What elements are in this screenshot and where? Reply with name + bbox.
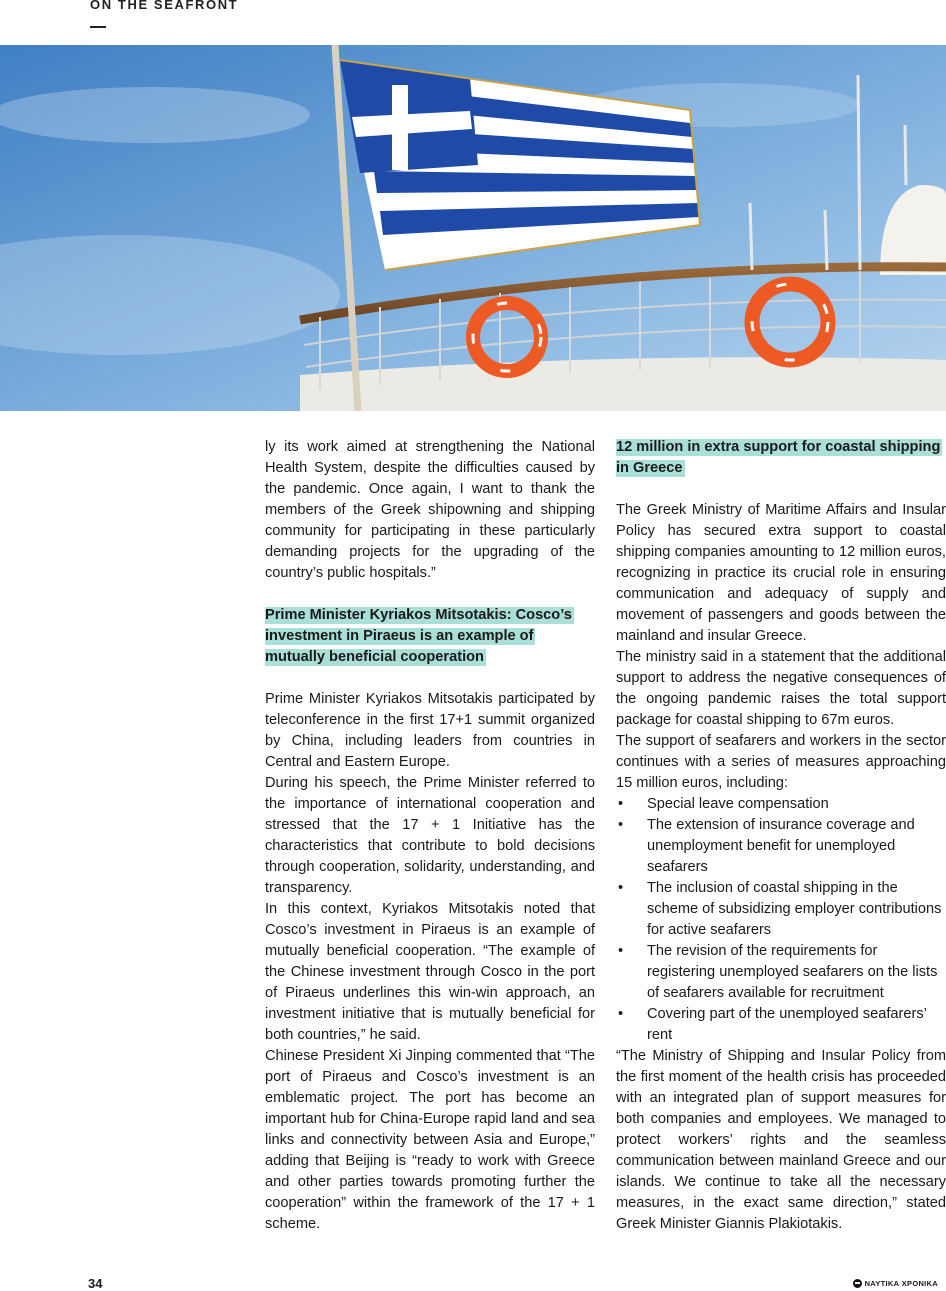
list-item: • Special leave compensation	[616, 794, 946, 815]
right-column	[616, 437, 946, 1235]
section-label: ON THE SEAFRONT	[90, 0, 239, 12]
left-heading-text: Prime Minister Kyriakos Mitsotakis: Cosco’s investment in Piraeus is an example of mutually beneficial cooperation	[265, 607, 572, 665]
right-heading-text: 12 million in extra support for coastal shipping in Greece	[616, 439, 941, 476]
left-heading	[265, 605, 595, 668]
page-number: 34	[88, 1276, 103, 1291]
list-item: • The revision of the requirements for registering unemployed seafarers on the lists of seafarers available for recruitment	[616, 941, 946, 1004]
paragraph: In this context, Kyriakos Mitsotakis noted that Cosco’s investment in Piraeus is an example of mutually beneficial cooperation. “The example of the Chinese investment through Cosco in the port of Piraeus underlines this win-win approach, an investment initiative that is mutually beneficial for both countries,” he said.	[265, 901, 595, 1043]
publication-brand	[853, 1279, 938, 1288]
right-heading	[616, 437, 946, 479]
paragraph: Prime Minister Kyriakos Mitsotakis participated by teleconference in the first 17+1 summit organized by China, including leaders from countries in Central and Eastern Europe.	[265, 691, 595, 770]
support-measures-list	[616, 794, 946, 1046]
list-item: • Covering part of the unemployed seafarers’ rent	[616, 1004, 946, 1046]
brand-name: ΝΑΥΤΙΚΑ ΧΡΟΝΙΚΑ	[864, 1279, 938, 1288]
paragraph: The Greek Ministry of Maritime Affairs and Insular Policy has secured extra support to coastal shipping companies amounting to 12 million euros, recognizing in practice its crucial role in ensuring communication and adequacy of supply and movement of passengers and goods between the mainland and insular Greece.	[616, 502, 946, 644]
paragraph: During his speech, the Prime Minister referred to the importance of international cooperation and stressed that the 17 + 1 Initiative has the characteristics that contribute to bold decisions through cooperation, solidarity, understanding, and transparency.	[265, 775, 595, 896]
intro-paragraph: ly its work aimed at strengthening the National Health System, despite the difficulties caused by the pandemic. Once again, I want to thank the members of the Greek shipowning and shipping community for participating in these particularly demanding projects for the upgrading of the country’s public hospitals.”	[265, 439, 595, 581]
brand-logo-icon	[853, 1279, 862, 1288]
closing-paragraph: “The Ministry of Shipping and Insular Policy from the first moment of the health crisis has proceeded with an integrated plan of support measures for both companies and employees. We managed to protect workers’ rights and the seamless communication between mainland Greece and our islands. We continue to take all the necessary measures, in the exact same direction,” stated Greek Minister Giannis Plakiotakis.	[616, 1048, 946, 1232]
paragraph: The support of seafarers and workers in the sector continues with a series of measures approaching 15 million euros, including:	[616, 733, 946, 791]
hero-image	[0, 45, 946, 411]
list-item: • The inclusion of coastal shipping in the scheme of subsidizing employer contributions for active seafarers	[616, 878, 946, 941]
paragraph: Chinese President Xi Jinping commented that “The port of Piraeus and Cosco’s investment is an emblematic project. The port has become an important hub for China-Europe rapid land and sea links and connectivity between Asia and Europe,” adding that Beijing is “ready to work with Greece and other parties towards promoting further the cooperation” within the framework of the 17 + 1 scheme.	[265, 1048, 595, 1232]
greek-flag-photo	[0, 45, 946, 411]
paragraph: The ministry said in a statement that the additional support to address the negative consequences of the ongoing pandemic raises the total support package for coastal shipping to 67m euros.	[616, 649, 946, 728]
left-column	[265, 437, 595, 1235]
list-item: • The extension of insurance coverage and unemployment benefit for unemployed seafarers	[616, 815, 946, 878]
section-divider	[90, 26, 106, 28]
